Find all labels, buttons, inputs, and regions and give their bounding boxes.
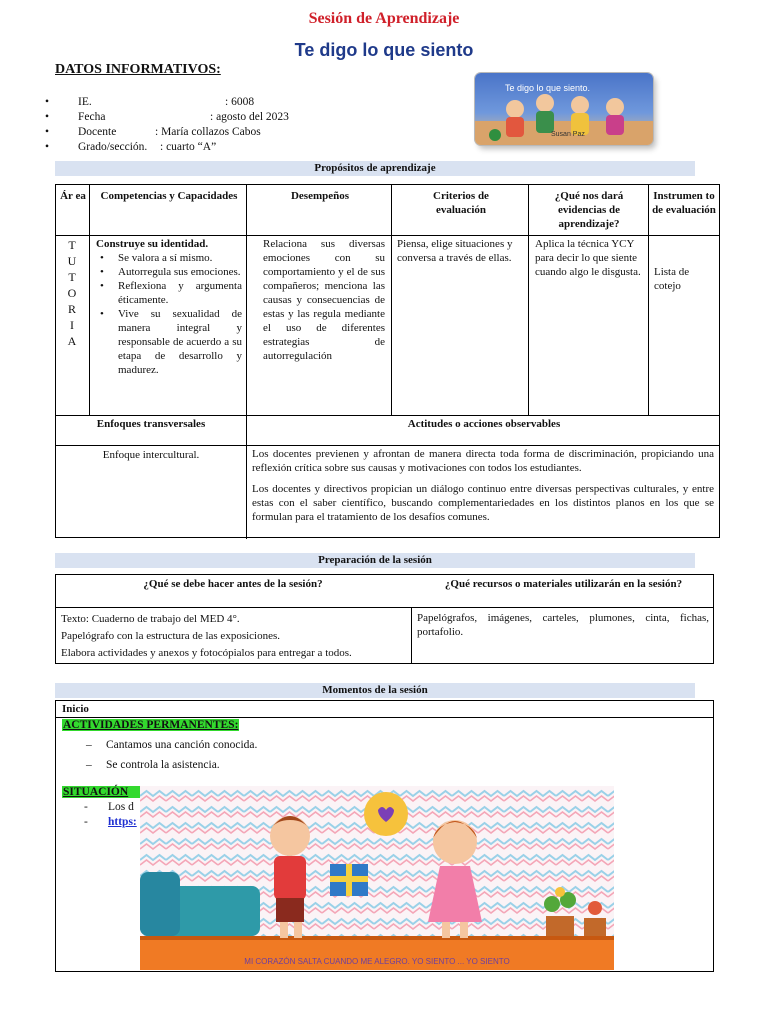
- book-cover-image: [475, 73, 653, 145]
- instrumento-cell: Lista de cotejo: [654, 266, 690, 292]
- recursos-cell: Papelógrafos, imágenes, carteles, plumones, cinta, fichas, portafolio.: [417, 612, 709, 638]
- propositos-table: [55, 184, 720, 538]
- actitudes-cell: [252, 447, 714, 531]
- datos-value: : cuarto “A”: [160, 141, 217, 153]
- situacion-list: [84, 800, 137, 830]
- antes-cell: [61, 611, 409, 662]
- situacion-item: Los d: [108, 801, 134, 813]
- antes-item: Texto: Cuaderno de trabajo del MED 4°.: [61, 613, 240, 625]
- datos-label: Fecha: [78, 111, 106, 123]
- permanentes-list: [56, 735, 257, 775]
- list-item: - Los d: [84, 801, 134, 813]
- list-item: – Se controla la asistencia.: [86, 759, 220, 771]
- datos-label: IE.: [78, 96, 92, 108]
- competencia-title: Construye su identidad.: [96, 238, 209, 250]
- datos-value: : María collazos Cabos: [155, 126, 261, 138]
- momentos-band: Momentos de la sesión: [55, 683, 695, 698]
- header-desempenos: Desempeños: [290, 190, 350, 202]
- actitud-paragraph: Los docentes previenen y afrontan de manera directa toda forma de discriminación, propiciando una reflexión crítica sobre sus causas y motivaciones con todos los estudiantes.: [252, 448, 714, 474]
- children-gift-illustration: [140, 786, 614, 970]
- antes-item: Papelógrafo con la estructura de las exposiciones.: [61, 630, 281, 642]
- situacion-link[interactable]: https:: [108, 816, 137, 828]
- evidencia-cell: Aplica la técnica YCY para decir lo que siente cuando algo le disgusta.: [535, 238, 641, 278]
- header-competencias: Competencias y Capacidades: [100, 190, 238, 202]
- bullet-icon: •: [45, 126, 50, 138]
- bullet-icon: •: [45, 111, 50, 123]
- actitud-paragraph: Los docentes y directivos propician un diálogo continuo entre diversas perspectivas culturales, y entre estas con el saber científico, buscando complementariedades en los distintos planos en los que se formulan para el tratamiento de los desafíos comunes.: [252, 483, 714, 523]
- preparacion-band: Preparación de la sesión: [55, 553, 695, 568]
- cover-author: Susan Paz: [551, 131, 585, 138]
- area-letter: T: [68, 270, 76, 284]
- propositos-band: Propósitos de aprendizaje: [55, 161, 695, 176]
- list-item: • Vive su sexualidad de manera integral y responsable de acuerdo a su etapa de desarrollo y madurez.: [96, 307, 242, 377]
- list-item: • Se valora a sí mismo.: [96, 251, 242, 265]
- datos-heading: DATOS INFORMATIVOS:: [55, 62, 221, 77]
- capacidades-list: [96, 251, 242, 377]
- cover-title: Te digo lo que siento.: [505, 83, 591, 93]
- session-title: Sesión de Aprendizaje: [308, 10, 460, 27]
- datos-value: : 6008: [225, 96, 255, 108]
- header-area: Ár ea: [60, 190, 86, 202]
- desempeno-cell: Relaciona sus diversas emociones con su comportamiento y el de sus compañeros; menciona las causas y consecuencias de estas y las regula mediante el uso de diferentes estrategias de autorregulación: [263, 238, 385, 362]
- area-letter: T: [68, 238, 76, 252]
- actitudes-header: Actitudes o acciones observables: [407, 418, 561, 430]
- datos-label: Grado/sección.: [78, 141, 148, 153]
- bullet-icon: •: [45, 96, 50, 108]
- area-letter: O: [67, 286, 77, 300]
- area-letter: U: [67, 254, 77, 268]
- enfoques-header: Enfoques transversales: [96, 418, 206, 430]
- competencias-cell: [96, 237, 242, 377]
- datos-label: Docente: [78, 126, 117, 138]
- area-label: [56, 237, 88, 349]
- permanentes-title-text: ACTIVIDADES PERMANENTES:: [63, 719, 239, 731]
- list-item: • Autorregula sus emociones.: [96, 265, 242, 279]
- enfoque-cell: Enfoque intercultural.: [102, 449, 200, 461]
- area-letter: I: [70, 318, 74, 332]
- header-criterios: Criterios de evaluación: [433, 190, 489, 216]
- illustration-caption: MI CORAZÓN SALTA CUANDO ME ALEGRO. YO SIENTO ... YO SIENTO: [244, 957, 510, 966]
- criterio-cell: Piensa, elige situaciones y conversa a través de ellas.: [397, 238, 513, 264]
- preparacion-table: [55, 574, 714, 664]
- recursos-header: ¿Qué recursos o materiales utilizarán en la sesión?: [444, 578, 683, 590]
- permanente-item: Se controla la asistencia.: [106, 759, 220, 771]
- session-subtitle: Te digo lo que siento: [294, 40, 474, 60]
- permanente-item: Cantamos una canción conocida.: [106, 739, 258, 751]
- bullet-icon: •: [45, 141, 50, 153]
- datos-value: : agosto del 2023: [210, 111, 289, 123]
- list-item: • Reflexiona y argumenta éticamente.: [96, 279, 242, 307]
- situacion-title-text: SITUACIÓN: [62, 786, 188, 798]
- area-letter: A: [67, 334, 77, 348]
- antes-header: ¿Qué se debe hacer antes de la sesión?: [143, 578, 323, 590]
- header-instrumento: Instrumen to de evaluación: [652, 190, 716, 216]
- inicio-label: Inicio: [62, 703, 89, 715]
- list-item: - https:: [84, 816, 137, 828]
- kids-exchanging-gift-icon: [140, 786, 614, 970]
- header-evidencias: ¿Qué nos dará evidencias de aprendizaje?: [554, 190, 624, 230]
- area-letter: R: [67, 302, 76, 316]
- antes-item: Elabora actividades y anexos y fotocópialos para entregar a todos.: [61, 647, 352, 659]
- list-item: – Cantamos una canción conocida.: [86, 739, 258, 751]
- permanentes-title: [62, 718, 239, 732]
